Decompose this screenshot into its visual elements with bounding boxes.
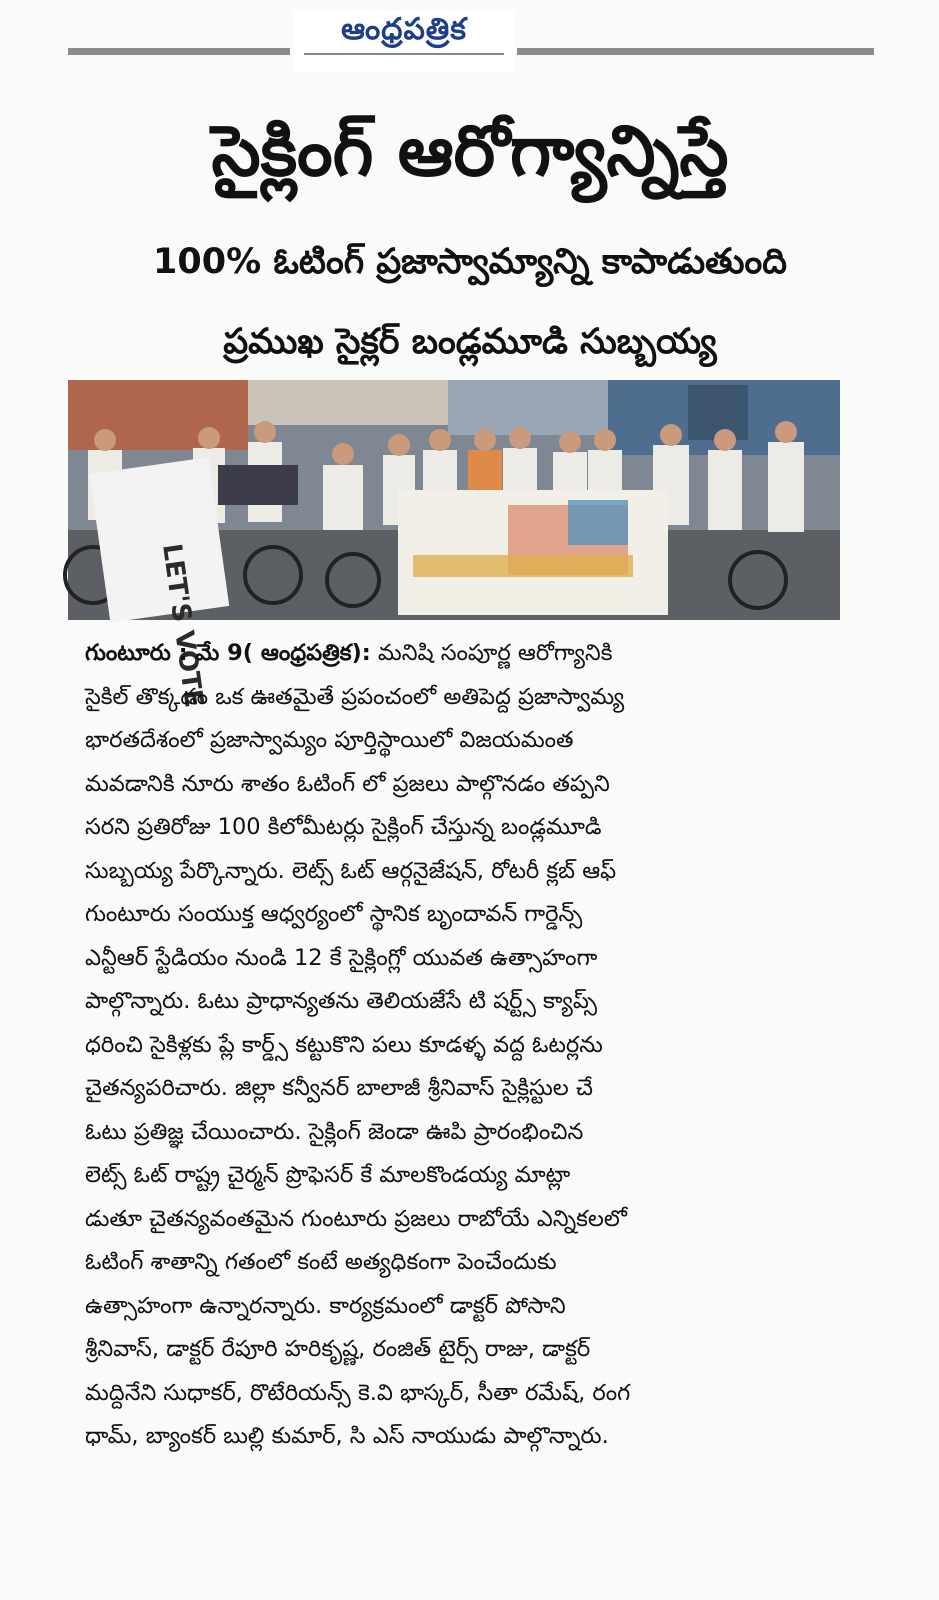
headline: సైక్లింగ్ ఆరోగ్యాన్నిస్తే — [211, 110, 729, 192]
logo-tagline-illegible — [293, 50, 515, 62]
article-line: పాల్గొన్నారు. ఓటు ప్రాధాన్యతను తెలియజేసే టి షర్ట్స్ క్యాప్స్ — [85, 988, 597, 1014]
article-line: ఓటింగ్ శాతాన్ని గతంలో కంటే అత్యధికంగా పెంచేందుకు — [85, 1249, 557, 1275]
article-line: ధామ్, బ్యాంకర్ బుల్లి కుమార్, సి ఎస్ నాయుడు పాల్గొన్నారు. — [85, 1423, 609, 1449]
article-line: మద్దినేని సుధాకర్, రొటేరియన్స్ కె.వి భాస్కర్, సీతా రమేష్, రంగ — [85, 1379, 631, 1406]
article-line: ధరించి సైకిళ్లకు ప్లే కార్డ్స్ కట్టుకొని పలు కూడళ్ళ వద్ద ఓటర్లను — [85, 1031, 603, 1058]
article-line: భారతదేశంలో ప్రజాస్వామ్యం పూర్తిస్థాయిలో విజయమంత — [85, 727, 574, 753]
tagline-scribble — [304, 50, 504, 58]
subheadline-1: 100% ఓటింగ్ ప్రజాస్వామ్యాన్ని కాపాడుతుంది — [153, 242, 787, 282]
article-line: డుతూ చైతన్యవంతమైన గుంటూరు ప్రజలు రాబోయే ఎన్నికలలో — [85, 1205, 628, 1232]
article-line: గుంటూరు సంయుక్త ఆధ్వర్యంలో స్థానిక బృందావన్ గార్డెన్స్ — [85, 901, 583, 927]
article-line: లెట్స్ ఓట్ రాష్ట్ర చైర్మన్ ప్రొఫెసర్ కే మాలకొండయ్య మాట్లా — [85, 1162, 571, 1188]
article-line: సుబ్బయ్య పేర్కొన్నారు. లెట్స్ ఓట్ ఆర్గనైజేషన్, రోటరీ క్లబ్ ఆఫ్ — [85, 857, 617, 884]
logo-text: ఆంధ్రపత్రిక — [341, 12, 467, 47]
article-line: ఓటు ప్రతిజ్ఞ చేయించారు. సైక్లింగ్ జెండా ఊపి ప్రారంభించిన — [85, 1118, 584, 1145]
article-first-line — [85, 632, 837, 676]
article-line: మవడానికి నూరు శాతం ఓటింగ్ లో ప్రజలు పాల్గొనడం తప్పని — [85, 770, 610, 797]
article-line: శ్రీనివాస్, డాక్టర్ రేపూరి హరికృష్ణ, రంజిత్ టైర్స్ రాజు, డాక్టర్ — [85, 1336, 591, 1362]
masthead-rule-right — [517, 48, 874, 55]
article-line: చైతన్యపరిచారు. జిల్లా కన్వీనర్ బాలాజీ శ్రీనివాస్ సైక్లిస్టుల చే — [85, 1075, 593, 1101]
newspaper-logo — [293, 10, 515, 72]
article-line: ఉత్సాహంగా ఉన్నారన్నారు. కార్యక్రమంలో డాక్టర్ పోసాని — [85, 1292, 566, 1319]
masthead-rule-left — [68, 48, 290, 55]
article-line: సరని ప్రతిరోజు 100 కిలోమీటర్లు సైక్లింగ్ చేస్తున్న బండ్లమూడి — [85, 814, 602, 840]
masthead — [0, 0, 939, 80]
article-line: ఎన్టీఆర్ స్టేడియం నుండి 12 కే సైక్లింగ్లో యువత ఉత్సాహంగా — [85, 944, 598, 971]
subheadline-2: ప్రముఖ సైక్లర్ బండ్లమూడి సుబ్బయ్య — [223, 322, 717, 362]
article-line: మనిషి సంపూర్ణ ఆరోగ్యానికి — [370, 640, 613, 666]
article-line: సైకిల్ తొక్కడం ఒక ఊతమైతే ప్రపంచంలో అతిపెద్ద ప్రజాస్వామ్య — [85, 683, 625, 710]
photo-banner-text: LET'S VOTE — [156, 541, 209, 710]
dateline: గుంటూరు : మే 9( ఆంధ్రపత్రిక): — [85, 640, 371, 666]
article-body — [85, 632, 837, 1459]
